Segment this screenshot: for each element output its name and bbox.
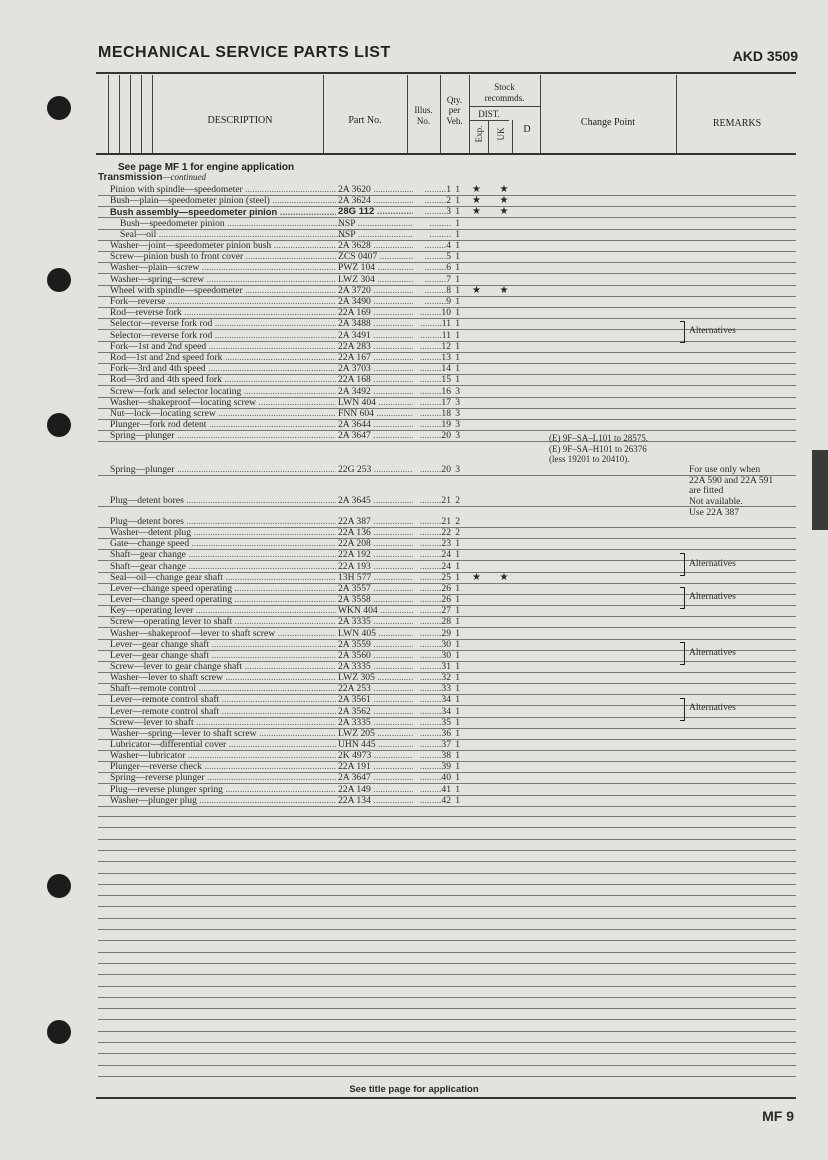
blank-row [98,805,796,817]
table-row: Rod—1st and 2nd speed fork ..... 22A 167 ..... ..... 13 1 [98,352,796,364]
alternatives-bracket [680,587,685,609]
table-row: Pinion with spindle—speedometer ..... 2A 3620 ..... ..... 1 1 ★ ★ [98,184,796,196]
blank-row [98,828,796,840]
table-row: Lever—remote control shaft ..... 2A 3562 ..... ..... 34 1 [98,706,796,718]
blank-row [98,884,796,896]
binder-hole [47,268,71,292]
header-top-rule [96,72,796,74]
blank-row [98,929,796,941]
table-row: Plug—reverse plunger spring ..... 22A 149 ..... ..... 41 1 [98,784,796,796]
blank-row [98,941,796,953]
table-row: Screw—lever to shaft ..... 2A 3335 ..... ..... 35 1 [98,717,796,729]
blank-row [98,952,796,964]
blank-row [98,975,796,987]
table-row: Washer—shakeproof—lever to shaft screw ..... LWN 405 ..... ..... 29 1 [98,628,796,640]
blank-row [98,1054,796,1066]
table-row: Spring—plunger ..... 22G 253 ..... ..... 20 3 [98,464,796,476]
col-dist: DIST. [478,109,500,119]
table-row: Selector—reverse fork rod ..... 2A 3488 ..... ..... 11 1 [98,318,796,330]
col-illus-no: No. [416,116,431,126]
table-row: Key—operating lever ..... WKN 404 ..... ..... 27 1 [98,605,796,617]
table-row: Plug—detent bores ..... 22A 387 ..... ..... 21 2 [98,516,796,528]
blank-row [98,918,796,930]
table-row: Lever—remote control shaft ..... 2A 3561 ..... ..... 34 1 [98,694,796,706]
stock-star-icon: ★ ★ [472,571,517,583]
table-row: Bush—speedometer pinion ..... NSP ..... ..... 1 [98,218,796,230]
blank-row [98,816,796,828]
table-row: Spring—plunger ..... 2A 3647 ..... ..... 20 3 [98,430,796,442]
blank-row [98,1042,796,1054]
remark-alternatives: Alternatives [689,591,736,602]
binder-hole [47,413,71,437]
alternatives-bracket [680,553,685,576]
table-row: Fork—1st and 2nd speed ..... 22A 283 ..... ..... 12 1 [98,341,796,353]
blank-row [98,862,796,874]
change-point-note: (E) 9F–SA–L101 to 28575. (E) 9F–SA–H101 to 26376 (less 19201 to 20410). [549,433,648,464]
alternatives-bracket [680,321,685,343]
table-row: Screw—fork and selector locating ..... 2A 3492 ..... ..... 16 3 [98,386,796,398]
col-exp: Exp. [474,125,484,143]
blank-row [98,839,796,851]
col-remarks: REMARKS [712,118,762,129]
table-row: Fork—reverse ..... 2A 3490 ..... ..... 9 1 [98,296,796,308]
section-heading: Transmission—continued [98,172,206,183]
table-row: Spring—reverse plunger ..... 2A 3647 ..... ..... 40 1 [98,772,796,784]
table-row: Washer—lever to shaft screw ..... LWZ 305 ..... ..... 32 1 [98,672,796,684]
table-row: Lever—gear change shaft ..... 2A 3559 ..... ..... 30 1 [98,639,796,651]
table-row: Washer—detent plug ..... 22A 136 ..... ..... 22 2 [98,527,796,539]
table-row: Shaft—remote control ..... 22A 253 ..... ..... 33 1 [98,683,796,695]
col-description: DESCRIPTION [207,115,273,126]
stock-star-icon: ★ ★ [472,184,517,195]
table-row: Shaft—gear change ..... 22A 193 ..... ..... 24 1 [98,561,796,573]
table-row: Bush—plain—speedometer pinion (steel) ..... 2A 3624 ..... ..... 2 1 ★ ★ [98,195,796,207]
table-row: Screw—operating lever to shaft ..... 2A 3335 ..... ..... 28 1 [98,616,796,628]
table-row: Lubricator—differential cover ..... UHN 445 ..... ..... 37 1 [98,739,796,751]
table-row: Lever—gear change shaft ..... 2A 3560 ..... ..... 30 1 [98,650,796,662]
col-change-point: Change Point [580,117,636,128]
col-stock-recommds: recommds. [484,93,525,103]
application-note: See title page for application [349,1084,479,1095]
table-row: Washer—plunger plug ..... 22A 134 ..... ..... 42 1 [98,795,796,807]
remark-alternatives: Alternatives [689,702,736,713]
table-row: Seal—oil—change gear shaft ..... 13H 577 ..... ..... 25 1 ★ ★ [98,572,796,584]
binder-hole [47,1020,71,1044]
col-d: D [523,124,531,135]
table-row: Plunger—fork rod detent ..... 2A 3644 ..... ..... 19 3 [98,419,796,431]
blank-row [98,873,796,885]
table-row: Washer—joint—speedometer pinion bush ..... 2A 3628 ..... ..... 4 1 [98,240,796,252]
table-row: Lever—change speed operating ..... 2A 3558 ..... ..... 26 1 [98,594,796,606]
table-row: Seal—oil ..... NSP ..... ..... 1 [98,229,796,241]
remark-alternatives: Alternatives [689,325,736,336]
header-bottom-rule [96,153,796,155]
blank-row [98,907,796,919]
col-qty-per: per [448,105,461,115]
table-row: Rod—3rd and 4th speed fork ..... 22A 168 ..... ..... 15 1 [98,374,796,386]
table-row: Washer—spring—screw ..... LWZ 304 ..... ..... 7 1 [98,274,796,286]
table-row: Wheel with spindle—speedometer ..... 2A 3720 ..... ..... 8 1 ★ ★ [98,285,796,297]
remark-plug-note: Not available. Use 22A 387 [689,496,743,518]
page-title: MECHANICAL SERVICE PARTS LIST [98,44,391,61]
binder-hole [47,874,71,898]
remark-alternatives: Alternatives [689,558,736,569]
col-illus: Illus. [414,105,433,115]
col-stock: Stock [494,82,515,92]
table-row: Lever—change speed operating ..... 2A 3557 ..... ..... 26 1 [98,583,796,595]
blank-row [98,986,796,998]
table-row: Plunger—reverse check ..... 22A 191 ..... ..... 39 1 [98,761,796,773]
footer-rule [96,1097,796,1099]
engine-application-note: See page MF 1 for engine application [118,162,295,173]
table-row: Shaft—gear change ..... 22A 192 ..... ..... 24 1 [98,549,796,561]
binder-hole [47,96,71,120]
table-row: Screw—lever to gear change shaft ..... 2A 3335 ..... ..... 31 1 [98,661,796,673]
table-row: Washer—spring—lever to shaft screw ..... LWZ 205 ..... ..... 36 1 [98,728,796,740]
table-row: Fork—3rd and 4th speed ..... 2A 3703 ..... ..... 14 1 [98,363,796,375]
table-row: Washer—lubricator ..... 2K 4973 ..... ..... 38 1 [98,750,796,762]
blank-row [98,1020,796,1032]
blank-row [98,963,796,975]
alternatives-bracket [680,698,685,721]
remark-alternatives: Alternatives [689,647,736,658]
table-row: Selector—reverse fork rod ..... 2A 3491 ..... ..... 11 1 [98,330,796,342]
blank-row [98,1065,796,1077]
alternatives-bracket [680,642,685,665]
stock-star-icon: ★ ★ [472,284,517,296]
col-qty: Qty. [446,95,463,105]
document-code: AKD 3509 [732,48,798,64]
blank-row [98,997,796,1009]
col-part-no: Part No. [348,115,382,126]
table-row: Bush assembly—speedometer pinion ..... 28G 112 ..... ..... 3 1 ★ ★ [98,206,796,218]
table-row: Washer—shakeproof—locating screw ..... LWN 404 ..... ..... 17 3 [98,397,796,409]
col-uk: UK [496,127,506,141]
table-row: Plug—detent bores ..... 2A 3645 ..... ..... 21 2 [98,495,796,507]
stock-star-icon: ★ ★ [472,206,517,218]
col-qty-veh: Veh. [446,116,463,126]
table-row: Washer—plain—screw ..... PWZ 104 ..... ..... 6 1 [98,262,796,274]
blank-row [98,895,796,907]
table-row: Screw—pinion bush to front cover ..... ZCS 0407 ..... ..... 5 1 [98,251,796,263]
remark-spring-note: For use only when 22A 590 and 22A 591 are fitted [689,464,774,496]
blank-row [98,850,796,862]
blank-row [98,1008,796,1020]
page-number: MF 9 [762,1108,794,1124]
blank-row [98,1031,796,1043]
stock-star-icon: ★ ★ [472,195,517,207]
index-tab [812,450,828,530]
table-row: Gate—change speed ..... 22A 208 ..... ..... 23 1 [98,538,796,550]
table-row: Rod—reverse fork ..... 22A 169 ..... ..... 10 1 [98,307,796,319]
table-row: Nut—lock—locating screw ..... FNN 604 ..... ..... 18 3 [98,408,796,420]
